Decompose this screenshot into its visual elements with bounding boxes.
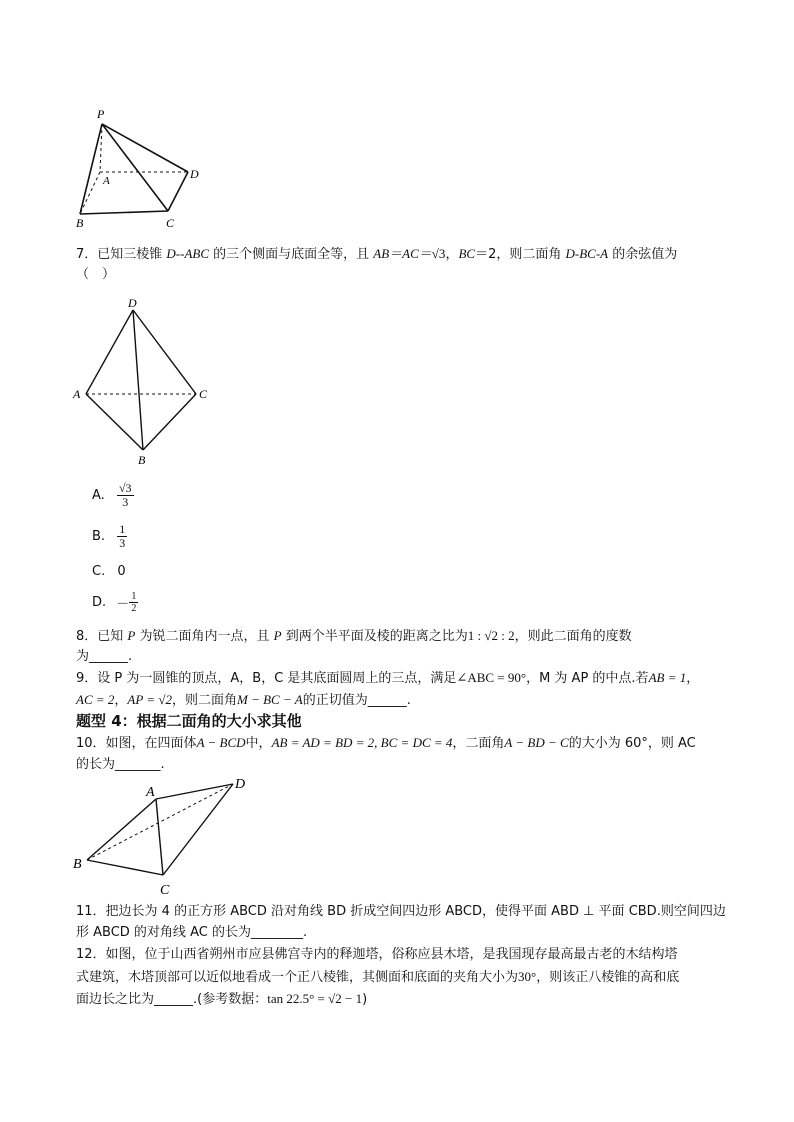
q7-paren: （ ） (76, 267, 116, 282)
q12-line3: 面边长之比为______.(参考数据：tan 22.5° = √2 − 1) (76, 991, 368, 1007)
label-d: D (190, 167, 199, 181)
edge-ac (156, 799, 163, 875)
figure-tetrahedron-dabc (70, 294, 220, 470)
label-c: C (199, 387, 208, 401)
label-b: B (138, 453, 146, 467)
edge-bc (80, 211, 168, 214)
edge-cb (143, 394, 196, 450)
edge-db (133, 310, 143, 450)
section-heading: 题型 4：根据二面角的大小求其他 (76, 712, 302, 730)
q7-number: 7． (76, 247, 98, 262)
label-c: C (160, 883, 170, 898)
label-p: P (97, 107, 105, 121)
edge-pc (102, 124, 168, 211)
q12-line2: 式建筑，木塔顶部可以近似地看成一个正八棱锥，其侧面和底面的夹角大小为30°，则该正八棱锥的高和底 (76, 969, 680, 985)
edge-dc (133, 310, 196, 394)
edge-pd (102, 124, 188, 172)
q11-line1: 11．把边长为 4 的正方形 ABCD 沿对角线 BD 折成空间四边形 ABCD，使得平面 ABD ⊥ 平面 CBD.则空间四边 (76, 904, 726, 919)
label-b: B (73, 857, 82, 872)
label-a: A (73, 387, 81, 401)
option-c[interactable]: C. 0 (92, 564, 126, 579)
q8-line1: 8．已知 P 为锐二面角内一点，且 P 到两个半平面及棱的距离之比为1 : √2 : 2，则此二面角的度数 (76, 628, 632, 644)
option-b[interactable]: B. $\frac{1}{3}$ (92, 522, 126, 550)
edge-cd (163, 784, 233, 875)
option-d[interactable]: D. － $\frac{1}{2}$ (92, 591, 137, 614)
q10-line1: 10．如图，在四面体A − BCD中，AB = AD = BD = 2, BC = DC = 4，二面角A − BD − C的大小为 60°，则 AC (76, 735, 696, 751)
edge-cd (168, 172, 188, 211)
q9-line2: AC = 2，AP = √2，则二面角M − BC − A的正切值为______. (76, 692, 411, 708)
q11-line2: 形 ABCD 的对角线 AC 的长为________. (76, 925, 308, 940)
option-a[interactable]: A. $\frac{√3}{3}$ (92, 481, 132, 509)
edge-ad (156, 784, 233, 799)
label-d: D (235, 777, 246, 792)
figure-pyramid-pabcd (70, 104, 210, 230)
edge-ab (80, 172, 100, 214)
edge-bc (87, 860, 163, 875)
q12-line1: 12．如图，位于山西省朔州市应县佛宫寺内的释迦塔，俗称应县木塔，是我国现存最高最古老的木结构塔 (76, 947, 678, 962)
label-a: A (146, 785, 155, 800)
q10-line2: 的长为_______. (76, 757, 165, 772)
edge-ab (86, 394, 143, 450)
q9-line1: 9．设 P 为一圆锥的顶点，A，B，C 是其底面圆周上的三点，满足∠ABC = 90°，M 为 AP 的中点.若AB = 1， (76, 670, 700, 686)
edge-pb (80, 124, 102, 214)
label-b: B (76, 216, 84, 230)
label-a: A (103, 175, 110, 187)
q8-line2: 为______. (76, 649, 133, 664)
label-c: C (166, 216, 175, 230)
figure-tetrahedron-abcd (70, 772, 260, 898)
label-d: D (128, 296, 137, 310)
q7-line1: 7．已知三棱锥 D--ABC 的三个侧面与底面全等，且 AB＝AC＝√3，BC＝2，则二面角 D-BC-A 的余弦值为 (76, 246, 678, 262)
edge-da (86, 310, 133, 394)
